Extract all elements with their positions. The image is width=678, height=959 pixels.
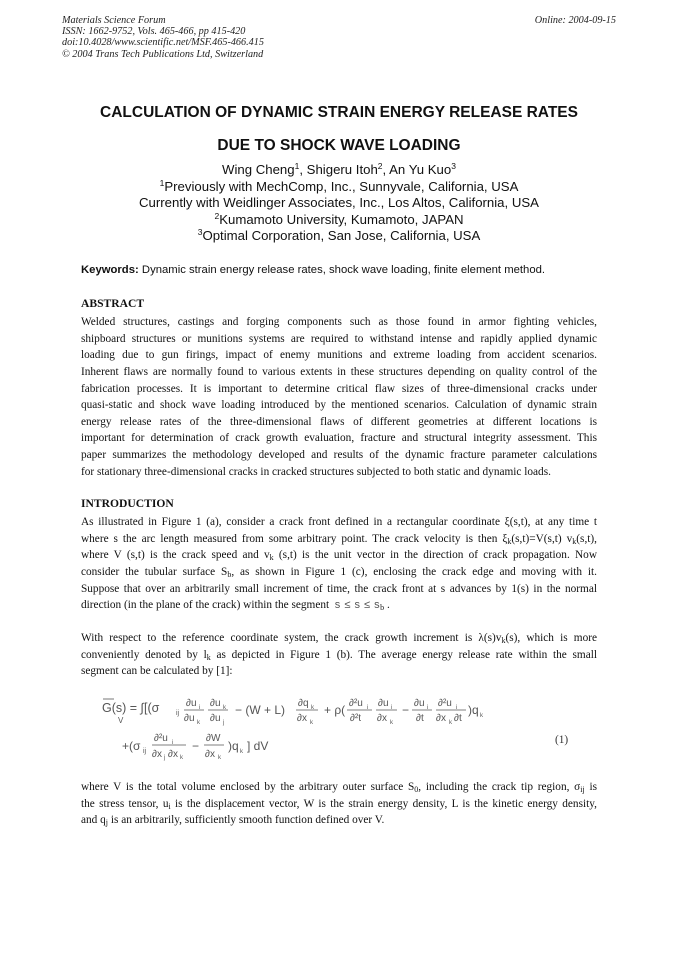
svg-text:k: k xyxy=(180,755,183,761)
svg-text:∂u: ∂u xyxy=(378,698,389,709)
abstract-line: important for determination of crack growth evaluation, fracture and structural integrity assessment. This xyxy=(81,432,597,445)
intro-line: direction (in the plane of the crack) within the segment $s \le s \le s_b$ . xyxy=(81,599,390,613)
svg-text:∂x: ∂x xyxy=(205,749,215,760)
svg-text:i: i xyxy=(199,705,201,711)
svg-text:i: i xyxy=(427,705,429,711)
svg-text:∂q: ∂q xyxy=(298,698,309,709)
svg-text:+(σ: +(σ xyxy=(122,739,141,753)
affiliation-2-mark: 2 xyxy=(214,210,220,221)
svg-text:k: k xyxy=(390,720,393,726)
intro-line: consider the tubular surface $S_b$, as shown in Figure 1 (c), enclosing the crack edge and moving with it. xyxy=(81,565,597,579)
svg-text:∂²u: ∂²u xyxy=(349,698,363,709)
intro-line: With respect to the reference coordinate system, the crack growth increment is $\lambda(s)v_k(s)$, which is more xyxy=(81,632,597,645)
paper-title-line1: CALCULATION OF DYNAMIC STRAIN ENERGY RELEASE RATES xyxy=(100,104,578,121)
svg-text:∂u: ∂u xyxy=(186,698,197,709)
affiliation-2 xyxy=(0,212,678,229)
author-3: An Yu Kuo xyxy=(389,162,452,177)
affiliation-1-text: Previously with MechComp, Inc., Sunnyvale, California, USA xyxy=(164,178,519,194)
svg-text:∂²t: ∂²t xyxy=(350,713,362,724)
affiliation-1-current: Currently with Weidlinger Associates, Inc., Los Altos, California, USA xyxy=(139,195,539,211)
intro-paragraph-1 xyxy=(81,514,597,614)
intro-paragraph-3 xyxy=(81,779,597,829)
abstract-line: fabrication processes. It is important to determine critical flaw sizes of three-dimensional cracks under xyxy=(81,382,597,395)
issn-line: ISSN: 1662-9752, Vols. 465-466, pp 415-420 xyxy=(62,26,246,38)
author-names: Wing Cheng$^1$, Shigeru Itoh$^2$, An Yu Kuo$^3$ xyxy=(222,161,456,177)
paper-title-line2: DUE TO SHOCK WAVE LOADING xyxy=(217,137,461,154)
svg-text:)q: )q xyxy=(228,739,239,753)
svg-text:k: k xyxy=(310,720,313,726)
svg-text:i: i xyxy=(456,705,458,711)
abstract-line: energy release rates of the three-dimensional flaws of different geometries at different locations is xyxy=(81,415,597,428)
equation-number: (1) xyxy=(555,734,569,746)
svg-text:∂²u: ∂²u xyxy=(438,698,452,709)
author-1: Wing Cheng xyxy=(222,162,295,177)
svg-text:] dV: ] dV xyxy=(247,739,269,753)
svg-text:∂x: ∂x xyxy=(297,713,307,724)
svg-text:k: k xyxy=(480,713,483,719)
keywords-text: Dynamic strain energy release rates, shock wave loading, finite element method. xyxy=(141,264,546,276)
intro-line: where V is the total volume enclosed by the arbitrary outer surface $S_0$, including the crack tip region, $\sigma_{ij}$ is xyxy=(81,781,598,794)
svg-text:j: j xyxy=(164,755,166,761)
svg-text:k: k xyxy=(223,705,226,711)
segment-inequality: s ≤ s ≤ s xyxy=(334,599,381,612)
abstract-heading: ABSTRACT xyxy=(81,297,145,310)
abstract-line: shipboard structures or munitions systems are required to withstand intense and rapidly applied dynamic xyxy=(81,332,597,345)
svg-text:∂u: ∂u xyxy=(210,713,221,724)
journal-header xyxy=(62,15,264,60)
author-3-mark: 3 xyxy=(451,161,456,171)
svg-text:∂t: ∂t xyxy=(454,713,462,724)
svg-text:i: i xyxy=(367,705,369,711)
equation-1 xyxy=(102,690,590,761)
intro-line: conveniently denoted by $l_k$ as depicted in Figure 1 (b). The average energy release rate within the small xyxy=(81,648,597,662)
affiliation-3 xyxy=(0,228,678,245)
keywords-label: Keywords: xyxy=(81,264,139,276)
svg-text:−: − xyxy=(402,703,410,717)
copyright-line: © 2004 Trans Tech Publications Ltd, Switzerland xyxy=(62,48,264,60)
intro-line: and $q_j$ is an arbitrarily, sufficiently smooth function defined over V. xyxy=(81,814,385,828)
svg-text:G(s) = ∫[(σ: G(s) = ∫[(σ xyxy=(102,701,160,715)
svg-text:∂²u: ∂²u xyxy=(154,733,168,744)
svg-text:∂t: ∂t xyxy=(416,713,424,724)
affiliation-3-text: Optimal Corporation, San Jose, California, USA xyxy=(202,228,481,244)
intro-line: the stress tensor, $u_i$ is the displacement vector, W is the strain energy density, L is the kinetic energy density, xyxy=(81,797,597,811)
author-block xyxy=(0,162,678,245)
abstract-line: loading due to gun firings, impact of enemy munitions and extreme loading from accident scenarios. xyxy=(81,349,597,362)
affiliation-3-mark: 3 xyxy=(197,227,203,238)
svg-text:∂x: ∂x xyxy=(377,713,387,724)
affiliation-2-text: Kumamoto University, Kumamoto, JAPAN xyxy=(219,211,464,227)
svg-text:k: k xyxy=(311,705,314,711)
intro-line: where s the arc length measured from some arbitrary point. The crack velocity is then $\xi_k(s,t)=V(s,t)$ $v_k(s,t)$, xyxy=(81,532,597,546)
affiliation-1-mark: 1 xyxy=(159,177,165,188)
svg-text:ij: ij xyxy=(143,748,147,755)
intro-line: Suppose that over an arbitrarily small increment of time, the crack front at s advances by 1(s) in the normal xyxy=(81,582,597,595)
svg-text:∂x: ∂x xyxy=(152,749,162,760)
intro-line: segment can be calculated by [1]: xyxy=(81,665,233,678)
svg-text:j: j xyxy=(223,720,225,726)
intro-line: where V (s,t) is the crack speed and $v_k$ (s,t) is the unit vector in the direction of crack propagation. Now xyxy=(81,549,597,563)
svg-text:+ ρ(: + ρ( xyxy=(324,703,346,717)
svg-text:i: i xyxy=(391,705,393,711)
abstract-line: for stationary three-dimensional cracks in cracked structures subjected to both static and dynamic loads. xyxy=(81,465,551,478)
svg-text:∂W: ∂W xyxy=(206,733,221,744)
journal-name: Materials Science Forum xyxy=(62,15,166,26)
author-1-mark: 1 xyxy=(294,161,300,171)
svg-text:k: k xyxy=(197,720,200,726)
introduction-heading: INTRODUCTION xyxy=(81,497,174,510)
online-date: Online: 2004-09-15 xyxy=(534,15,616,26)
svg-text:k: k xyxy=(449,720,452,726)
intro-paragraph-2 xyxy=(81,630,597,680)
abstract-line: quasi-static and shock wave loading introduced by the mentioned scenarios. Calculation of dynamic strain xyxy=(81,399,597,412)
abstract-line: Welded structures, castings and forging components such as those found in armor fighting vehicles, xyxy=(81,316,597,328)
keywords-line xyxy=(81,264,601,276)
svg-text:k: k xyxy=(218,755,221,761)
affiliation-1 xyxy=(0,179,678,196)
svg-text:−: − xyxy=(192,739,200,753)
svg-text:∂u: ∂u xyxy=(414,698,425,709)
svg-text:ij: ij xyxy=(176,710,180,717)
svg-text:∂u: ∂u xyxy=(184,713,195,724)
intro-line: As illustrated in Figure 1 (a), consider a crack front defined in a rectangular coordinate ξ(s,t), at any time t xyxy=(81,516,597,528)
svg-text:∂x: ∂x xyxy=(168,749,178,760)
author-2: Shigeru Itoh xyxy=(306,162,378,177)
abstract-line: Inherent flaws are normally found to various extents in these structures depending on quality control of the xyxy=(81,365,597,378)
svg-text:V: V xyxy=(118,716,124,725)
svg-text:)q: )q xyxy=(468,703,479,717)
author-2-mark: 2 xyxy=(377,161,383,171)
abstract-line: paper summarizes the methodology developed and results of the dynamic fracture parameter calculations xyxy=(81,449,597,462)
svg-text:∂x: ∂x xyxy=(436,713,446,724)
doi-line[interactable]: doi:10.4028/www.scientific.net/MSF.465-466.415 xyxy=(62,37,264,49)
svg-text:i: i xyxy=(172,740,174,746)
svg-text:∂u: ∂u xyxy=(210,698,221,709)
abstract-body xyxy=(81,314,597,480)
svg-text:k: k xyxy=(240,749,243,755)
svg-text:− (W + L): − (W + L) xyxy=(235,703,286,717)
